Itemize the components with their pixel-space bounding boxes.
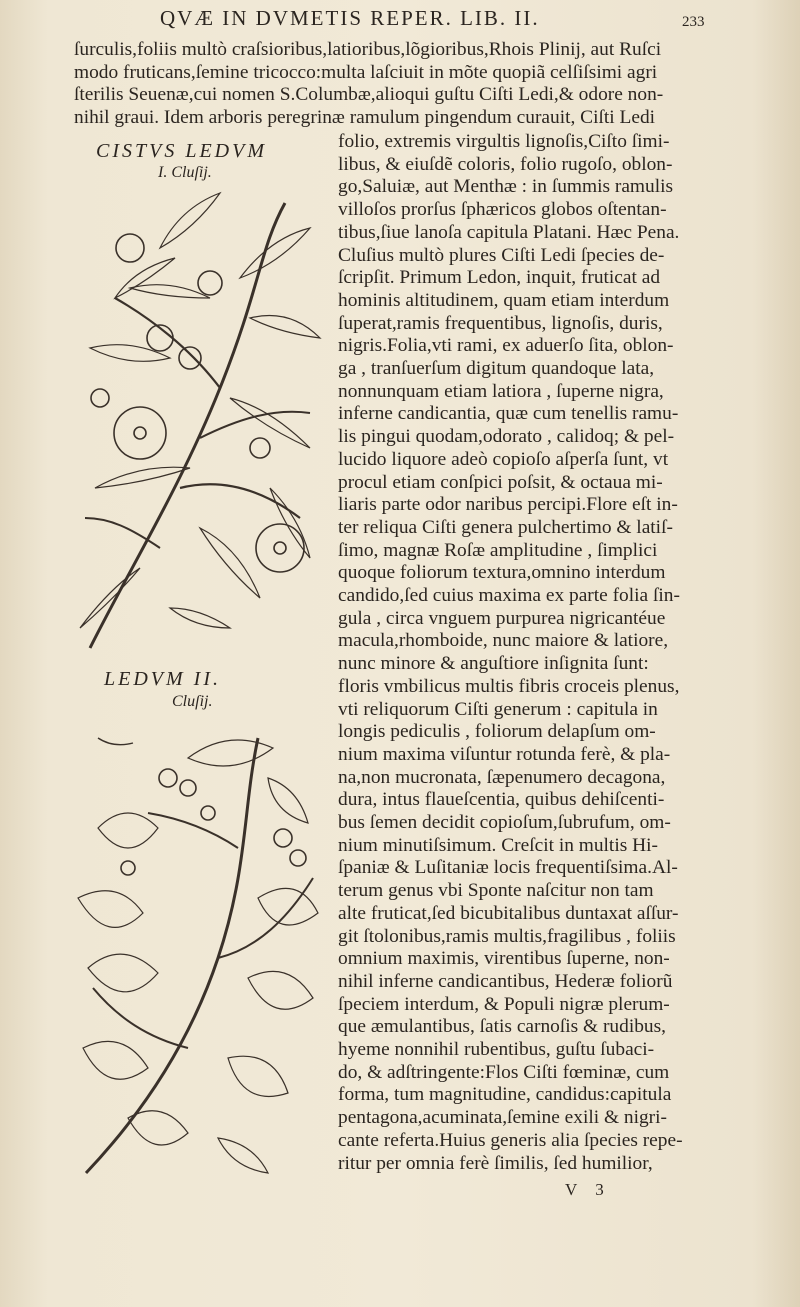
text-line: nium minutiſsimum. Creſcit in multis Hi- <box>338 834 658 856</box>
text-line: go,Saluiæ, aut Menthæ : in ſummis ramulis <box>338 176 674 198</box>
text-line: nihil inferne candicantibus, Hederæ foliorũ <box>338 970 673 992</box>
text-line: nunc minore & anguſtiore inſignita ſunt: <box>338 653 649 675</box>
text-line: Cluſius multò plures Ciſti Ledi ſpecies de- <box>338 244 665 266</box>
text-line: ga , tranſuerſum digitum quandoque lata, <box>338 358 655 379</box>
intro-line: nihil graui. Idem arboris peregrinæ ramulum pingendum curauit, Ciſti Ledi <box>74 106 656 128</box>
text-line: terum genus vbi Sponte naſcitur non tam <box>338 880 654 902</box>
text-line: quoque foliorum textura,omnino interdum <box>338 562 666 584</box>
text-line: lis pingui quodam,odorato , calidoq; & pel- <box>338 426 675 448</box>
text-line: git ſtolonibus,ramis multis,fragilibus , foliis <box>338 925 676 947</box>
text-line: ſimo, magnæ Roſæ amplitudine , ſimplici <box>338 539 658 561</box>
text-line: liaris parte odor naribus percipi.Flore eſt in- <box>338 494 678 516</box>
text-line: hyeme nonnihil rubentibus, guſtu ſubaci- <box>338 1039 655 1060</box>
text-line: cante referta.Huius generis alia ſpecies repe- <box>338 1129 683 1151</box>
text-line: vti reliquorum Ciſti generum : capitula in <box>338 698 658 720</box>
text-line: dura, intus flaueſcentia, quibus dehiſcenti- <box>338 789 665 811</box>
text-line: pentagona,acuminata,ſemine exili & nigri- <box>338 1107 667 1129</box>
text-line: candido,ſed cuius maxima ex parte folia ſin- <box>338 585 680 606</box>
text-line: forma, tum magnitudine, candidus:capitula <box>338 1084 672 1106</box>
signature-mark: V 3 <box>565 1180 604 1199</box>
text-line: folio, extremis virgultis lignoſis,Ciſto ſimi- <box>338 131 670 152</box>
figure1-caption: CISTVS LEDVM <box>96 140 267 162</box>
page-number: 233 <box>682 14 705 30</box>
text-line: tibus,ſiue lanoſa capitula Platani. Hæc Pena. <box>338 221 680 243</box>
text-line: gula , circa vnguem purpurea nigricantéue <box>338 607 666 629</box>
text-line: libus, & eiuſdẽ coloris, folio rugoſo, oblon- <box>338 153 673 175</box>
text-line: ter reliqua Ciſti genera pulchertimo & latiſ- <box>338 516 673 538</box>
text-line: longis pediculis , foliorum delapſum om- <box>338 721 656 743</box>
figure1-illustration <box>70 188 325 653</box>
text-line: que æmulantibus, ſatis carnoſis & rudibus, <box>338 1016 666 1038</box>
text-line: nonnunquam etiam latiora , ſuperne nigra, <box>338 380 664 402</box>
text-line: hominis altitudinem, quam etiam interdum <box>338 289 670 311</box>
text-line: macula,rhomboide, nunc maiore & latiore, <box>338 630 669 652</box>
text-line: na,non mucronata, ſæpenumero decagona, <box>338 766 666 788</box>
intro-line: ſurculis,foliis multò craſsioribus,latioribus,lõgioribus,Rhois Plinij, aut Ruſci <box>74 39 662 60</box>
figure2-caption: LEDVM II. <box>104 668 221 690</box>
text-line: ritur per omnia ferè ſimilis, ſed humilior, <box>338 1152 653 1174</box>
text-line: procul etiam conſpici poſsit, & octaua mi- <box>338 471 663 493</box>
text-line: villoſos prorſus ſphæricos globos oſtentan- <box>338 199 667 221</box>
text-line: ſpaniæ & Luſitaniæ locis frequentiſsima.Al- <box>338 857 678 879</box>
text-line: nigris.Folia,vti rami, ex aduerſo ſita, oblon- <box>338 335 674 357</box>
text-line: inferne candicantia, quæ cum tenellis ramu- <box>338 403 679 425</box>
text-line: omnium maximis, virentibus ſuperne, non- <box>338 948 670 970</box>
text-line: ſpeciem interdum, & Populi nigræ plerum- <box>338 993 670 1015</box>
text-line: ſuperat,ramis frequentibus, lignoſis, duris, <box>338 312 663 334</box>
text-line: nium maxima viſuntur rotunda ferè, & pla- <box>338 743 671 765</box>
intro-line: modo fruticans,ſemine tricocco:multa laſciuit in mõte quopiã celſiſsimi agri <box>74 61 658 83</box>
text-line: alte fruticat,ſed bicubitalibus duntaxat aſſur- <box>338 902 679 924</box>
figure1-subcaption: I. Cluſij. <box>158 164 212 181</box>
intro-line: ſterilis Seuenæ,cui nomen S.Columbæ,alioqui guſtu Ciſti Ledi,& odore non- <box>74 84 664 105</box>
figure2-illustration <box>68 718 323 1178</box>
text-line: ſcripſit. Primum Ledon, inquit, fruticat ad <box>338 267 661 289</box>
running-head: QVÆ IN DVMETIS REPER. LIB. II. <box>160 6 540 30</box>
text-line: lucido liquore adeò copioſo aſperſa ſunt, vt <box>338 448 669 470</box>
text-line: floris vmbilicus multis fibris croceis plenus, <box>338 675 680 697</box>
figure2-subcaption: Cluſij. <box>172 693 213 710</box>
text-line: do, & adſtringente:Flos Ciſti fœminæ, cum <box>338 1061 670 1083</box>
text-line: bus ſemen decidit copioſum,ſubrufum, om- <box>338 812 671 833</box>
